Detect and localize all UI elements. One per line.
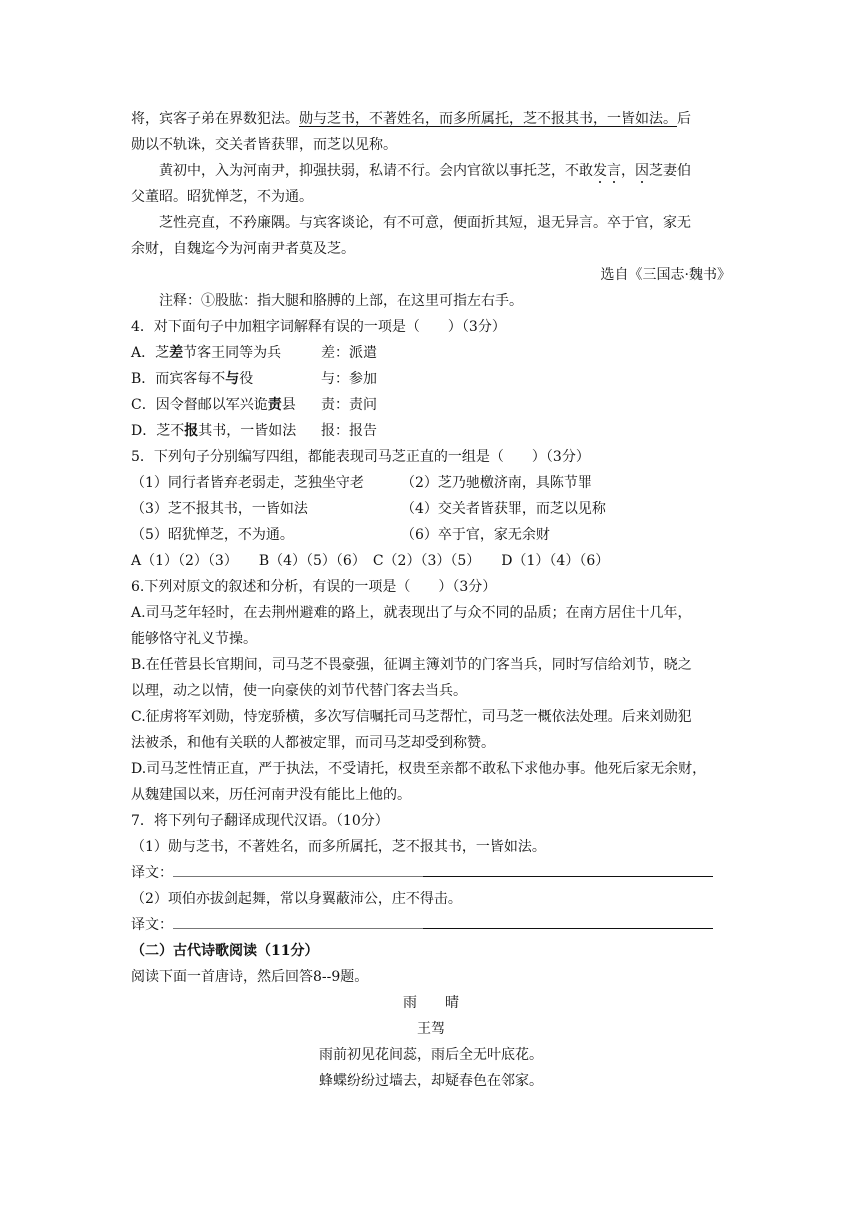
translation-label: 译文： bbox=[131, 865, 173, 881]
q5-item: （3）芝不报其书，一皆如法 bbox=[131, 501, 308, 517]
q5-item: （2）芝乃驰檄济南，具陈节罪 bbox=[401, 475, 592, 491]
q5-item: （4）交关者皆获罪，而芝以见称 bbox=[401, 501, 606, 517]
passage-line-6: 余财，自魏迄今为河南尹者莫及芝。 bbox=[131, 241, 355, 257]
q6-stem: 6.下列对原文的叙述和分析，有误的一项是（ ）（3分） bbox=[131, 579, 497, 595]
poem-author: 王驾 bbox=[417, 1021, 445, 1037]
section-intro: 阅读下面一首唐诗，然后回答8--9题。 bbox=[131, 969, 369, 985]
passage-line-5: 芝性亮直，不矜廉隅。与宾客谈论，有不可意，便面折其短，退无异言。卒于官，家无 bbox=[159, 215, 691, 231]
q5-item: （6）卒于官，家无余财 bbox=[401, 527, 550, 543]
document-page bbox=[131, 106, 731, 1094]
q6-option-c-line-1: C.征虏将军刘勋，恃宠骄横，多次写信嘱托司马芝帮忙，司马芝一概依法处理。后来刘勋犯 bbox=[131, 709, 692, 725]
passage-text: ， bbox=[621, 163, 635, 179]
passage-text: 将，宾客子弟在界数犯法。 bbox=[131, 111, 299, 127]
q4-stem: 4．对下面句子中加粗字词解释有误的一项是（ ）（3分） bbox=[131, 319, 506, 335]
option-text: A．芝 bbox=[131, 345, 170, 361]
poem-line-1: 雨前初见花间蕊，雨后全无叶底花。 bbox=[319, 1047, 543, 1063]
section-heading: （二）古代诗歌阅读（11分） bbox=[131, 943, 319, 959]
q4-option-b bbox=[131, 366, 731, 392]
option-text: 役 bbox=[239, 371, 254, 387]
option-gloss: 责：责问 bbox=[321, 397, 377, 413]
q6-option-d-line-2: 从魏建国以来，历任河南尹没有能比上他的。 bbox=[131, 787, 411, 803]
q5-row-1 bbox=[131, 470, 731, 496]
option-text: 其书，一皆如法 bbox=[198, 423, 297, 439]
q5-choices: A（1）（2）（3） B（4）（5）（6） C（2）（3）（5） D（1）（4）（6） bbox=[131, 553, 610, 569]
q5-item: （1）同行者皆弃老弱走，芝独坐守老 bbox=[131, 475, 364, 491]
option-text: 县 bbox=[281, 397, 296, 413]
answer-blank-2[interactable] bbox=[173, 914, 713, 929]
q5-stem: 5．下列句子分别编写四组，都能表现司马芝正直的一组是（ ）（3分） bbox=[131, 449, 590, 465]
passage-line-2: 勋以不轨诛，交关者皆获罪，而芝以见称。 bbox=[131, 137, 397, 153]
source-citation: 选自《三国志·魏书》 bbox=[600, 267, 731, 283]
passage-line-3 bbox=[131, 158, 731, 184]
q6-option-a-line-1: A.司马芝年轻时，在去荆州避难的路上，就表现出了与众不同的品质；在南方居住十几年， bbox=[131, 605, 692, 621]
q6-option-b-line-1: B.在任菅县长官期间，司马芝不畏豪强，征调主簿刘节的门客当兵，同时写信给刘节，晓之 bbox=[131, 657, 692, 673]
q7-answer-1 bbox=[131, 860, 731, 886]
answer-blank-1[interactable] bbox=[173, 862, 713, 877]
option-text: B．而宾客每不 bbox=[131, 371, 226, 387]
passage-text: 后 bbox=[677, 111, 691, 127]
passage-line-1 bbox=[131, 106, 731, 132]
translation-label: 译文： bbox=[131, 917, 173, 933]
q6-option-b-line-2: 以理，动之以情，使一向豪侠的刘节代替门客去当兵。 bbox=[131, 683, 467, 699]
passage-line-4: 父董昭。昭犹惮芝，不为通。 bbox=[131, 189, 313, 205]
poem-line-2: 蜂蝶纷纷过墙去，却疑春色在邻家。 bbox=[319, 1073, 543, 1089]
option-text: C．因令督邮以军兴诡 bbox=[131, 397, 268, 413]
q5-item: （5）昭犹惮芝，不为通。 bbox=[131, 527, 294, 543]
q5-row-3 bbox=[131, 522, 731, 548]
option-text: 节客王同等为兵 bbox=[183, 345, 282, 361]
option-gloss: 报：报告 bbox=[321, 423, 377, 439]
q4-option-a bbox=[131, 340, 731, 366]
q6-option-c-line-2: 法被杀，和他有关联的人都被定罪，而司马芝却受到称赞。 bbox=[131, 735, 495, 751]
bold-word: 报 bbox=[184, 423, 199, 439]
q4-option-c bbox=[131, 392, 731, 418]
q7-sentence-2: （2）项伯亦拔剑起舞，常以身翼蔽沛公，庄不得击。 bbox=[131, 891, 462, 907]
passage-text: 芝妻伯 bbox=[649, 163, 691, 179]
q5-row-2 bbox=[131, 496, 731, 522]
q7-stem: 7．将下列句子翻译成现代汉语。（10分） bbox=[131, 813, 389, 829]
option-gloss: 与：参加 bbox=[321, 371, 377, 387]
q7-sentence-1: （1）勋与芝书，不著姓名，而多所属托，芝不报其书，一皆如法。 bbox=[131, 839, 546, 855]
annotation-note: 注释：①股肱：指大腿和胳膊的上部，在这里可指左右手。 bbox=[159, 293, 523, 309]
bold-word: 责 bbox=[267, 397, 282, 413]
option-gloss: 差：派遣 bbox=[321, 345, 377, 361]
option-text: D．芝不 bbox=[131, 423, 185, 439]
q6-option-d-line-1: D.司马芝性情正直，严于执法，不受请托，权贵至亲都不敢私下求他办事。他死后家无余财， bbox=[131, 761, 707, 777]
q7-answer-2 bbox=[131, 912, 731, 938]
bold-word: 差 bbox=[169, 345, 184, 361]
dotted-char: 言 bbox=[607, 163, 621, 179]
passage-text: 黄初中，入为河南尹，抑强扶弱，私请不行。会内官欲以事托芝，不敢 bbox=[159, 163, 593, 179]
q6-option-a-line-2: 能够恪守礼义节操。 bbox=[131, 631, 257, 647]
underlined-sentence: 勋与芝书，不著姓名，而多所属托，芝不报其书，一皆如法。 bbox=[299, 111, 677, 127]
q4-option-d bbox=[131, 418, 731, 444]
dotted-char: 发 bbox=[593, 163, 607, 179]
poem-title: 雨 晴 bbox=[403, 995, 459, 1011]
bold-word: 与 bbox=[225, 371, 240, 387]
dotted-char: 因 bbox=[635, 163, 649, 179]
